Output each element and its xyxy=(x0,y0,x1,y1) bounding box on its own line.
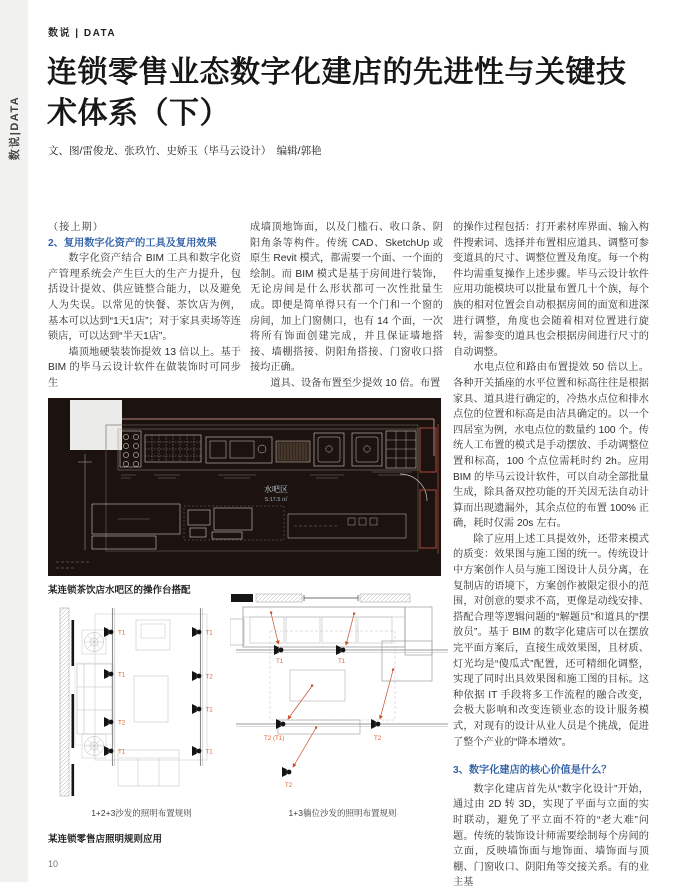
light-track-bottom xyxy=(236,724,448,727)
page-edge-strip xyxy=(0,0,28,882)
svg-text:T2: T2 xyxy=(285,782,293,789)
wall-hatch xyxy=(60,608,69,796)
paragraph: 成墙顶地饰面，以及门槛石、收口条、阴阳角条等构件。传统 CAD、SketchUp 或原生 Revit 模式，都需要一个面、一个面的绘制。而 BIM 模式是基于房间进行装饰，无论房间是什么形状都可一次性批量生成。即便是简单得只有一个门和一个窗的房间，加上门窗侧口，也有 14 个面，一次将所有饰面创建完成，并且保证墙地搭接、墙棚搭接、阴阳角搭接、门窗收口搭接均正确。 xyxy=(250,222,443,374)
text-column-2 xyxy=(250,220,443,392)
track-labels xyxy=(118,630,213,756)
svg-text:T1: T1 xyxy=(338,658,346,665)
paragraph: 数字化建店首先从“数字化设计”开始，通过由 2D 转 3D，实现了平面与立面的实时联动，避免了平立面不符的“老大难”问题。传统的装饰设计师需要绘制每个房间的立面，反映墙饰面与地饰面、墙饰面与顶棚、门窗收口、阴阳角等交接关系。有的业主基 xyxy=(453,783,649,889)
paragraph: 墙顶地硬装装饰提效 13 倍以上。基于 BIM 的毕马云设计软件在做装饰时可同步生 xyxy=(48,346,241,389)
paragraph: 除了应用上述工具提效外，还带来模式的质变：效果图与施工图的统一。传统设计中方案创作人员与施工图设计人员分离，在复制店的语境下，方案创作被限定很小的范围，对创意的要求不高，更像是动线安排、搭配合理等逻辑问题的“解题员”和道具的“摆放员”。基于 BIM 的数字化建店可以在摆放完平面方案后，直接生成效果图，且材质、灯光均是“傻瓜式”配置，还可精细化调整，实现了同时出具效果图和施工图的目标。这种依据 IT 手段将多工作流程的融合改变，会极大影响和改变连锁业态的设计服务模式，对现有的设计从业人员是个挑战，促进了整个产业的“降本增效”。 xyxy=(453,533,649,748)
tv-cabinet xyxy=(136,620,170,650)
paragraph: 的操作过程包括：打开素材库界面、输入构件搜索词、选择并布置相应道具、调整可参变道具的尺寸、调整位置及角度。每一个构件均需重复操作上述步骤。毕马云设计软件应用功能模块可以批量布置几十个族，每个族的相对位置会自动根据房间的面宽和进深进行调整，角度也会随着相对位置进行旋转，需参变的道具也会根据房间进行尺寸的自动调整。 xyxy=(453,222,649,358)
caption-lighting-left: 1+2+3沙发的照明布置规则 xyxy=(91,808,192,818)
lighting-plan-right-figure xyxy=(230,593,455,800)
paragraph: 道具、设备布置至少提效 10 倍。布置 xyxy=(270,377,441,389)
spotlight-symbols xyxy=(274,645,380,777)
text-column-3 xyxy=(453,220,649,891)
side-table xyxy=(230,619,244,645)
svg-text:T2 (T1): T2 (T1) xyxy=(264,735,285,742)
paragraph: 数字化资产结合 BIM 工具和数字化资产管理系统会产生巨大的生产力提升，包括设计提效、供应链整合能力，以及避免人为失误。以常见的快餐、茶饮店为例，基本可以达到“1天1店”；对于家具卖场等连锁店，可以达到“半天1店”。 xyxy=(48,253,241,343)
wall-elevation-bar xyxy=(231,594,410,602)
coffee-table xyxy=(134,676,168,722)
cad-area-size: S:17.5 ㎡ xyxy=(264,497,288,503)
article-byline: 文、图/雷俊龙、张玖竹、史娇玉（毕马云设计） 编辑/郭艳 xyxy=(48,145,322,157)
cad-floor-plan-figure xyxy=(48,398,441,576)
svg-text:T2: T2 xyxy=(118,719,126,727)
svg-text:T1: T1 xyxy=(205,748,213,756)
sofa-bottom xyxy=(118,750,179,786)
svg-text:T2: T2 xyxy=(374,735,382,742)
svg-text:T2: T2 xyxy=(205,673,213,681)
plant-symbol xyxy=(82,734,106,758)
svg-text:T1: T1 xyxy=(276,658,284,665)
lighting-figures-caption: 某连锁零售店照明规则应用 xyxy=(48,834,163,845)
pointer-arrows xyxy=(271,613,393,767)
paragraph: 水电点位和路由布置提效 50 倍以上。各种开关插座的水平位置和标高往往是根据家具、道具进行确定的，冷热水点位和排水点位的位置和标高是由洁具确定的。以一个四居室为例，水电点位的数量约 100 个。传统人工布置的模式是手动摆放、手动调整位置和标高，100 个点位需耗时约 2h。应用 BIM 的毕马云设计软件，可以自动全部批量生成，除具备双控功能的开关因无法自动计算而出现遗漏外，其余点位的布置 100% 正确，耗时仅需 20s 左右。 xyxy=(453,362,649,530)
cad-area-label: 水吧区 xyxy=(264,485,288,494)
bench xyxy=(278,720,360,734)
plant-symbol xyxy=(82,630,106,654)
text-column-1 xyxy=(48,220,241,392)
section-heading-3: 3、数字化建店的核心价值是什么？ xyxy=(453,765,612,777)
caption-lighting-right: 1+3躺位沙发的照明布置规则 xyxy=(288,808,397,818)
section-header: 数说 | DATA xyxy=(48,28,117,39)
lighting-plan-left-figure xyxy=(48,604,235,800)
layout-dashed-zone xyxy=(270,631,395,720)
continuation-note: （接上期） xyxy=(48,222,104,233)
svg-text:T1: T1 xyxy=(118,629,126,637)
coffee-table xyxy=(290,670,345,701)
side-vertical-label: 数说|DATA xyxy=(9,95,21,161)
section-heading-2: 2、复用数字化资产的工具及复用效果 xyxy=(48,237,217,249)
page-number: 10 xyxy=(48,859,59,869)
svg-text:T1: T1 xyxy=(205,706,213,714)
article-title: 连锁零售业态数字化建店的先进性与关键技术体系（下） xyxy=(47,56,627,130)
svg-text:T1: T1 xyxy=(118,671,126,679)
cad-figure-caption: 某连锁茶饮店水吧区的操作台搭配 xyxy=(48,585,191,596)
wall-black-segments xyxy=(72,620,75,796)
svg-text:T1: T1 xyxy=(118,748,126,756)
svg-text:T1: T1 xyxy=(205,629,213,637)
